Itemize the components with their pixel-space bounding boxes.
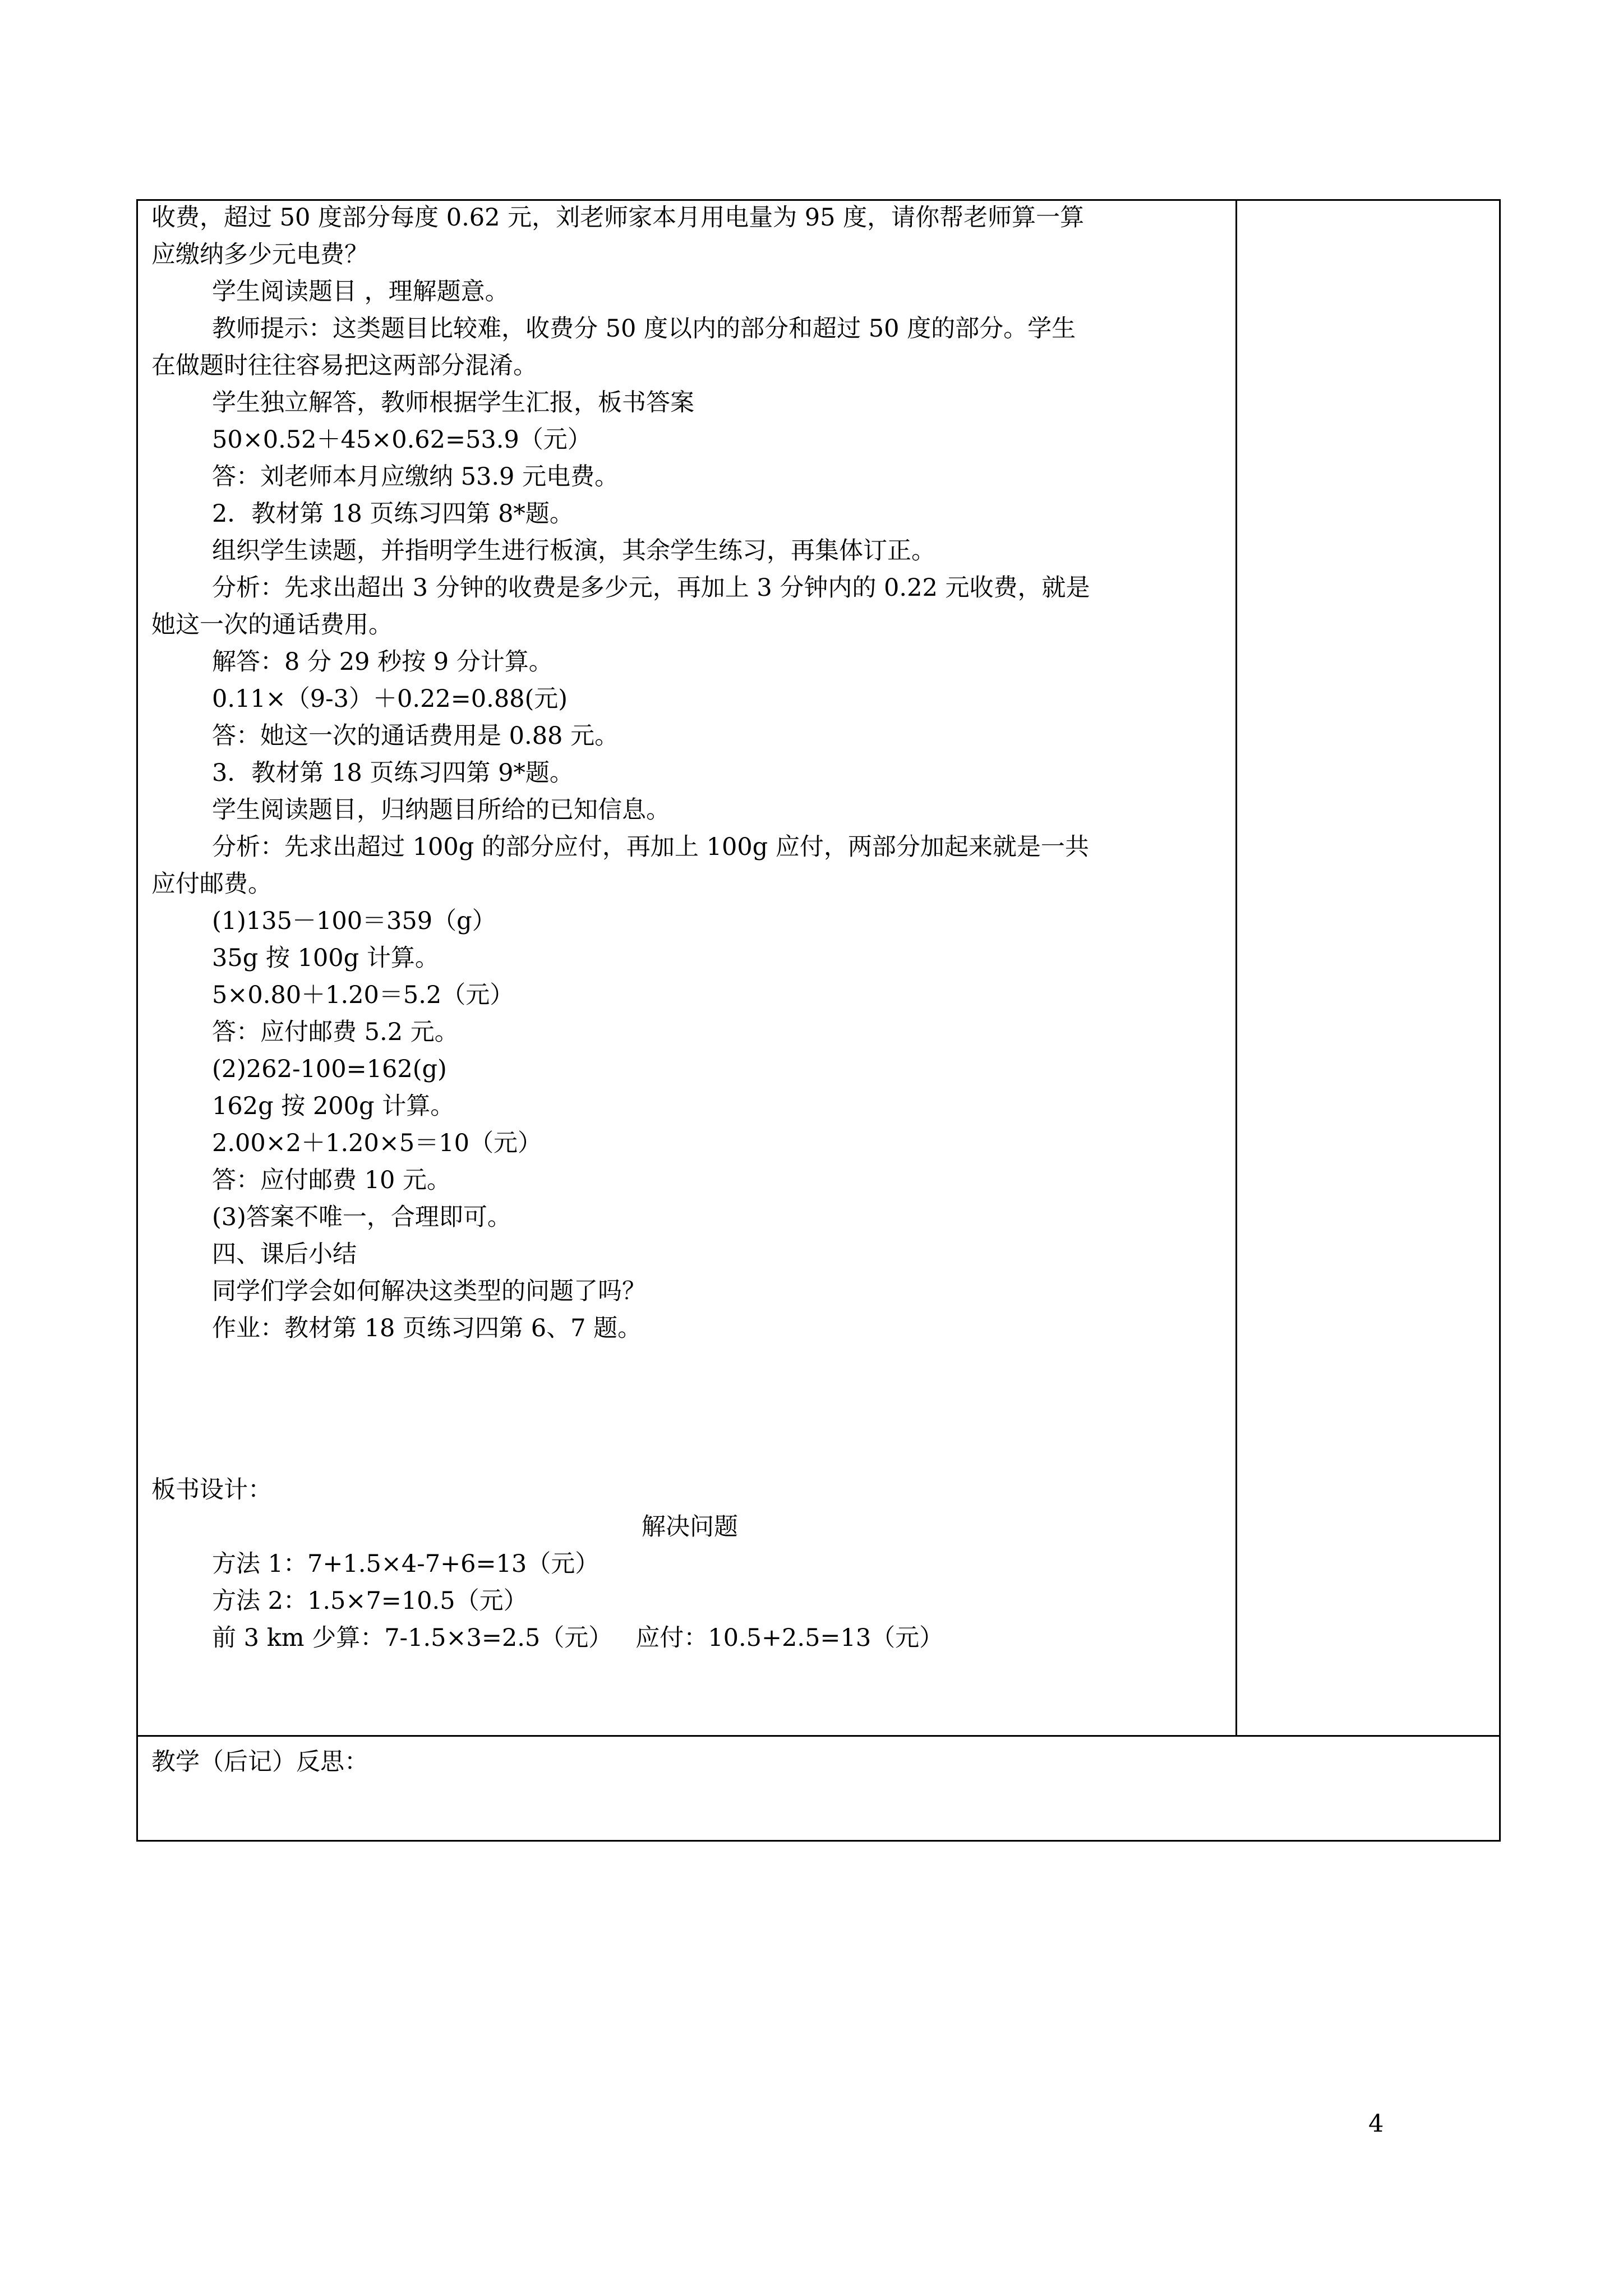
lesson-line: (3)答案不唯一，合理即可。 <box>212 1203 511 1231</box>
lesson-line: 2.00×2＋1.20×5＝10（元） <box>212 1129 542 1157</box>
lesson-line: 学生独立解答，教师根据学生汇报，板书答案 <box>212 389 694 417</box>
lesson-line: 在做题时往往容易把这两部分混淆。 <box>151 352 537 380</box>
lesson-line: 答：刘老师本月应缴纳 53.9 元电费。 <box>212 463 619 491</box>
lesson-line: 分析：先求出超出 3 分钟的收费是多少元，再加上 3 分钟内的 0.22 元收费，就是 <box>212 574 1090 602</box>
lesson-line: 5×0.80＋1.20＝5.2（元） <box>212 981 514 1009</box>
lesson-line: 应缴纳多少元电费？ <box>151 241 368 269</box>
lesson-line: 0.11×（9-3）＋0.22=0.88(元) <box>212 685 568 713</box>
lesson-line: 162g 按 200g 计算。 <box>212 1092 455 1120</box>
lesson-line: 学生阅读题目 ，理解题意。 <box>212 278 509 306</box>
lesson-line: (2)262-100=162(g) <box>212 1055 447 1083</box>
lesson-line: 分析：先求出超过 100g 的部分应付，再加上 100g 应付，两部分加起来就是一共 <box>212 833 1089 861</box>
lesson-line: 组织学生读题，并指明学生进行板演，其余学生练习，再集体订正。 <box>212 537 935 565</box>
page-number: 4 <box>1368 2110 1384 2138</box>
lesson-line: 答：应付邮费 5.2 元。 <box>212 1018 459 1046</box>
lesson-line: 答：她这一次的通话费用是 0.88 元。 <box>212 722 619 750</box>
board-method-3: 前 3 km 少算：7-1.5×3=2.5（元） 应付：10.5+2.5=13（元） <box>212 1624 944 1652</box>
lesson-line: 35g 按 100g 计算。 <box>212 944 439 972</box>
lesson-line: 2．教材第 18 页练习四第 8*题。 <box>212 500 574 528</box>
lesson-line: 3．教材第 18 页练习四第 9*题。 <box>212 759 574 787</box>
lesson-line: 收费，超过 50 度部分每度 0.62 元，刘老师家本月用电量为 95 度，请你帮老师算一算 <box>151 204 1085 232</box>
lesson-line: 答：应付邮费 10 元。 <box>212 1166 451 1194</box>
board-method-2: 方法 2：1.5×7=10.5（元） <box>212 1587 528 1615</box>
board-title: 解决问题 <box>642 1513 738 1541</box>
reflection-label: 教学（后记）反思： <box>151 1748 368 1776</box>
lesson-line: 解答：8 分 29 秒按 9 分计算。 <box>212 648 553 676</box>
lesson-line: 同学们学会如何解决这类型的问题了吗？ <box>212 1277 646 1305</box>
lesson-line: 教师提示：这类题目比较难，收费分 50 度以内的部分和超过 50 度的部分。学生 <box>212 315 1076 343</box>
lesson-line: 应付邮费。 <box>151 870 272 898</box>
homework-line: 作业：教材第 18 页练习四第 6、7 题。 <box>212 1314 642 1342</box>
lesson-line: 她这一次的通话费用。 <box>151 611 393 639</box>
section-heading: 四、课后小结 <box>212 1240 357 1268</box>
board-method-1: 方法 1：7+1.5×4-7+6=13（元） <box>212 1550 600 1578</box>
table-row-divider <box>136 1735 1501 1737</box>
board-design-label: 板书设计： <box>151 1476 272 1504</box>
table-column-divider <box>1235 199 1237 1735</box>
lesson-line: 学生阅读题目，归纳题目所给的已知信息。 <box>212 796 670 824</box>
lesson-line: 50×0.52＋45×0.62=53.9（元） <box>212 426 592 454</box>
lesson-line: (1)135－100＝359（g） <box>212 907 496 935</box>
